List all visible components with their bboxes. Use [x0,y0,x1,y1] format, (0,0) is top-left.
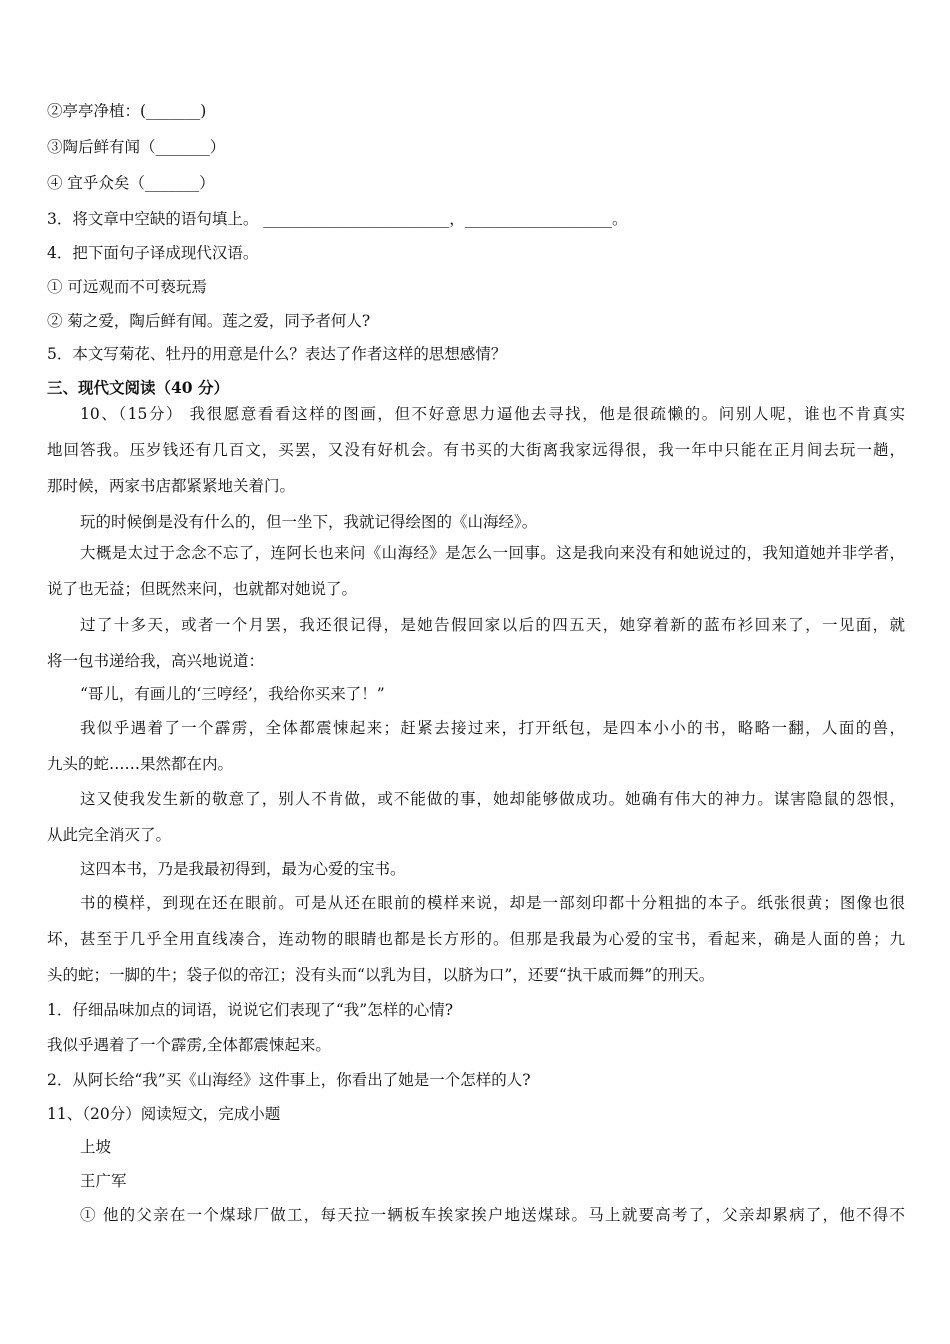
passage-line: 地回答我。压岁钱还有几百文，买罢，又没有好机会。有书买的大街离我家远得很，我一年中只能在正月间去玩一趟， [47,441,905,459]
passage-line: 头的蛇；一脚的牛；袋子似的帝江；没有头而“以乳为目，以脐为口”，还要“执干戚而舞”的刑天。 [47,966,715,984]
passage-line: 玩的时候倒是没有什么的，但一坐下，我就记得绘图的《山海经》。 [80,513,538,531]
passage-line: 大概是太过于念念不忘了，连阿长也来问《山海经》是怎么一回事。这是我向来没有和她说过的，我知道她并非学者， [80,544,905,562]
passage-line: 过了十多天，或者一个月罢，我还很记得，是她告假回家以后的四五天，她穿着新的蓝布衫回来了，一见面，就 [80,616,905,634]
passage-line: 九头的蛇……果然都在内。 [47,755,234,773]
question-4: 4．把下面句子译成现代汉语。 [47,244,259,262]
passage-line: 这四本书，乃是我最初得到，最为心爱的宝书。 [80,860,406,878]
passage-line: 书的模样，到现在还在眼前。可是从还在眼前的模样来说，却是一部刻印都十分粗拙的本子。纸张很黄；图像也很 [80,894,905,912]
question-4-item-2: ② 菊之爱，陶后鲜有闻。莲之爱，同予者何人? [47,312,371,330]
passage-line: 那时候，两家书店都紧紧地关着门。 [47,477,296,495]
question-10-1: 1．仔细品味加点的词语，说说它们表现了“我”怎样的心情? [47,1001,454,1019]
question-item-3: ③陶后鲜有闻（_______） [47,138,226,156]
quoted-sentence: 我似乎遇着了一个霹雳,全体都震悚起来。 [47,1036,331,1054]
question-11: 11、（20分）阅读短文，完成小题 [47,1105,281,1123]
question-4-item-1: ① 可远观而不可亵玩焉 [47,278,207,296]
passage-line: 从此完全消灭了。 [47,826,172,844]
question-10-2: 2．从阿长给“我”买《山海经》这件事上，你看出了她是一个怎样的人? [47,1071,531,1089]
article-author: 王广军 [80,1172,127,1190]
passage-line: 我似乎遇着了一个霹雳，全体都震悚起来；赶紧去接过来，打开纸包，是四本小小的书，略略一翻，人面的兽， [80,719,905,737]
passage-line: 这又使我发生新的敬意了，别人不肯做，或不能做的事，她却能够做成功。她确有伟大的神力。谋害隐鼠的怨恨， [80,790,905,808]
question-item-2: ②亭亭净植：(_______) [47,102,207,120]
passage-line: 说了也无益；但既然来问，也就都对她说了。 [47,580,358,598]
passage-line: 将一包书递给我，高兴地说道： [47,652,265,670]
passage-line: 10、（15分） 我很愿意看看这样的图画，但不好意思力逼他去寻找，他是很疏懒的。问别人呢，谁也不肯真实 [80,405,905,423]
passage-line: ① 他的父亲在一个煤球厂做工，每天拉一辆板车挨家挨户地送煤球。马上就要高考了，父亲却累病了，他不得不 [80,1206,905,1224]
passage-line: 坏，甚至于几乎全用直线凑合，连动物的眼睛也都是长方形的。但那是我最为心爱的宝书，看起来，确是人面的兽；九 [47,930,905,948]
question-3: 3．将文章中空缺的语句填上。 ________________________，___________________。 [47,210,628,228]
passage-line: “哥儿，有画儿的‘三哼经’，我给你买来了！” [80,685,385,703]
article-title: 上坡 [80,1138,112,1156]
section-heading: 三、现代文阅读（40 分） [47,378,229,397]
question-item-4: ④ 宜乎众矣（_______） [47,174,215,192]
question-5: 5．本文写菊花、牡丹的用意是什么？表达了作者这样的思想感情？ [47,345,507,363]
